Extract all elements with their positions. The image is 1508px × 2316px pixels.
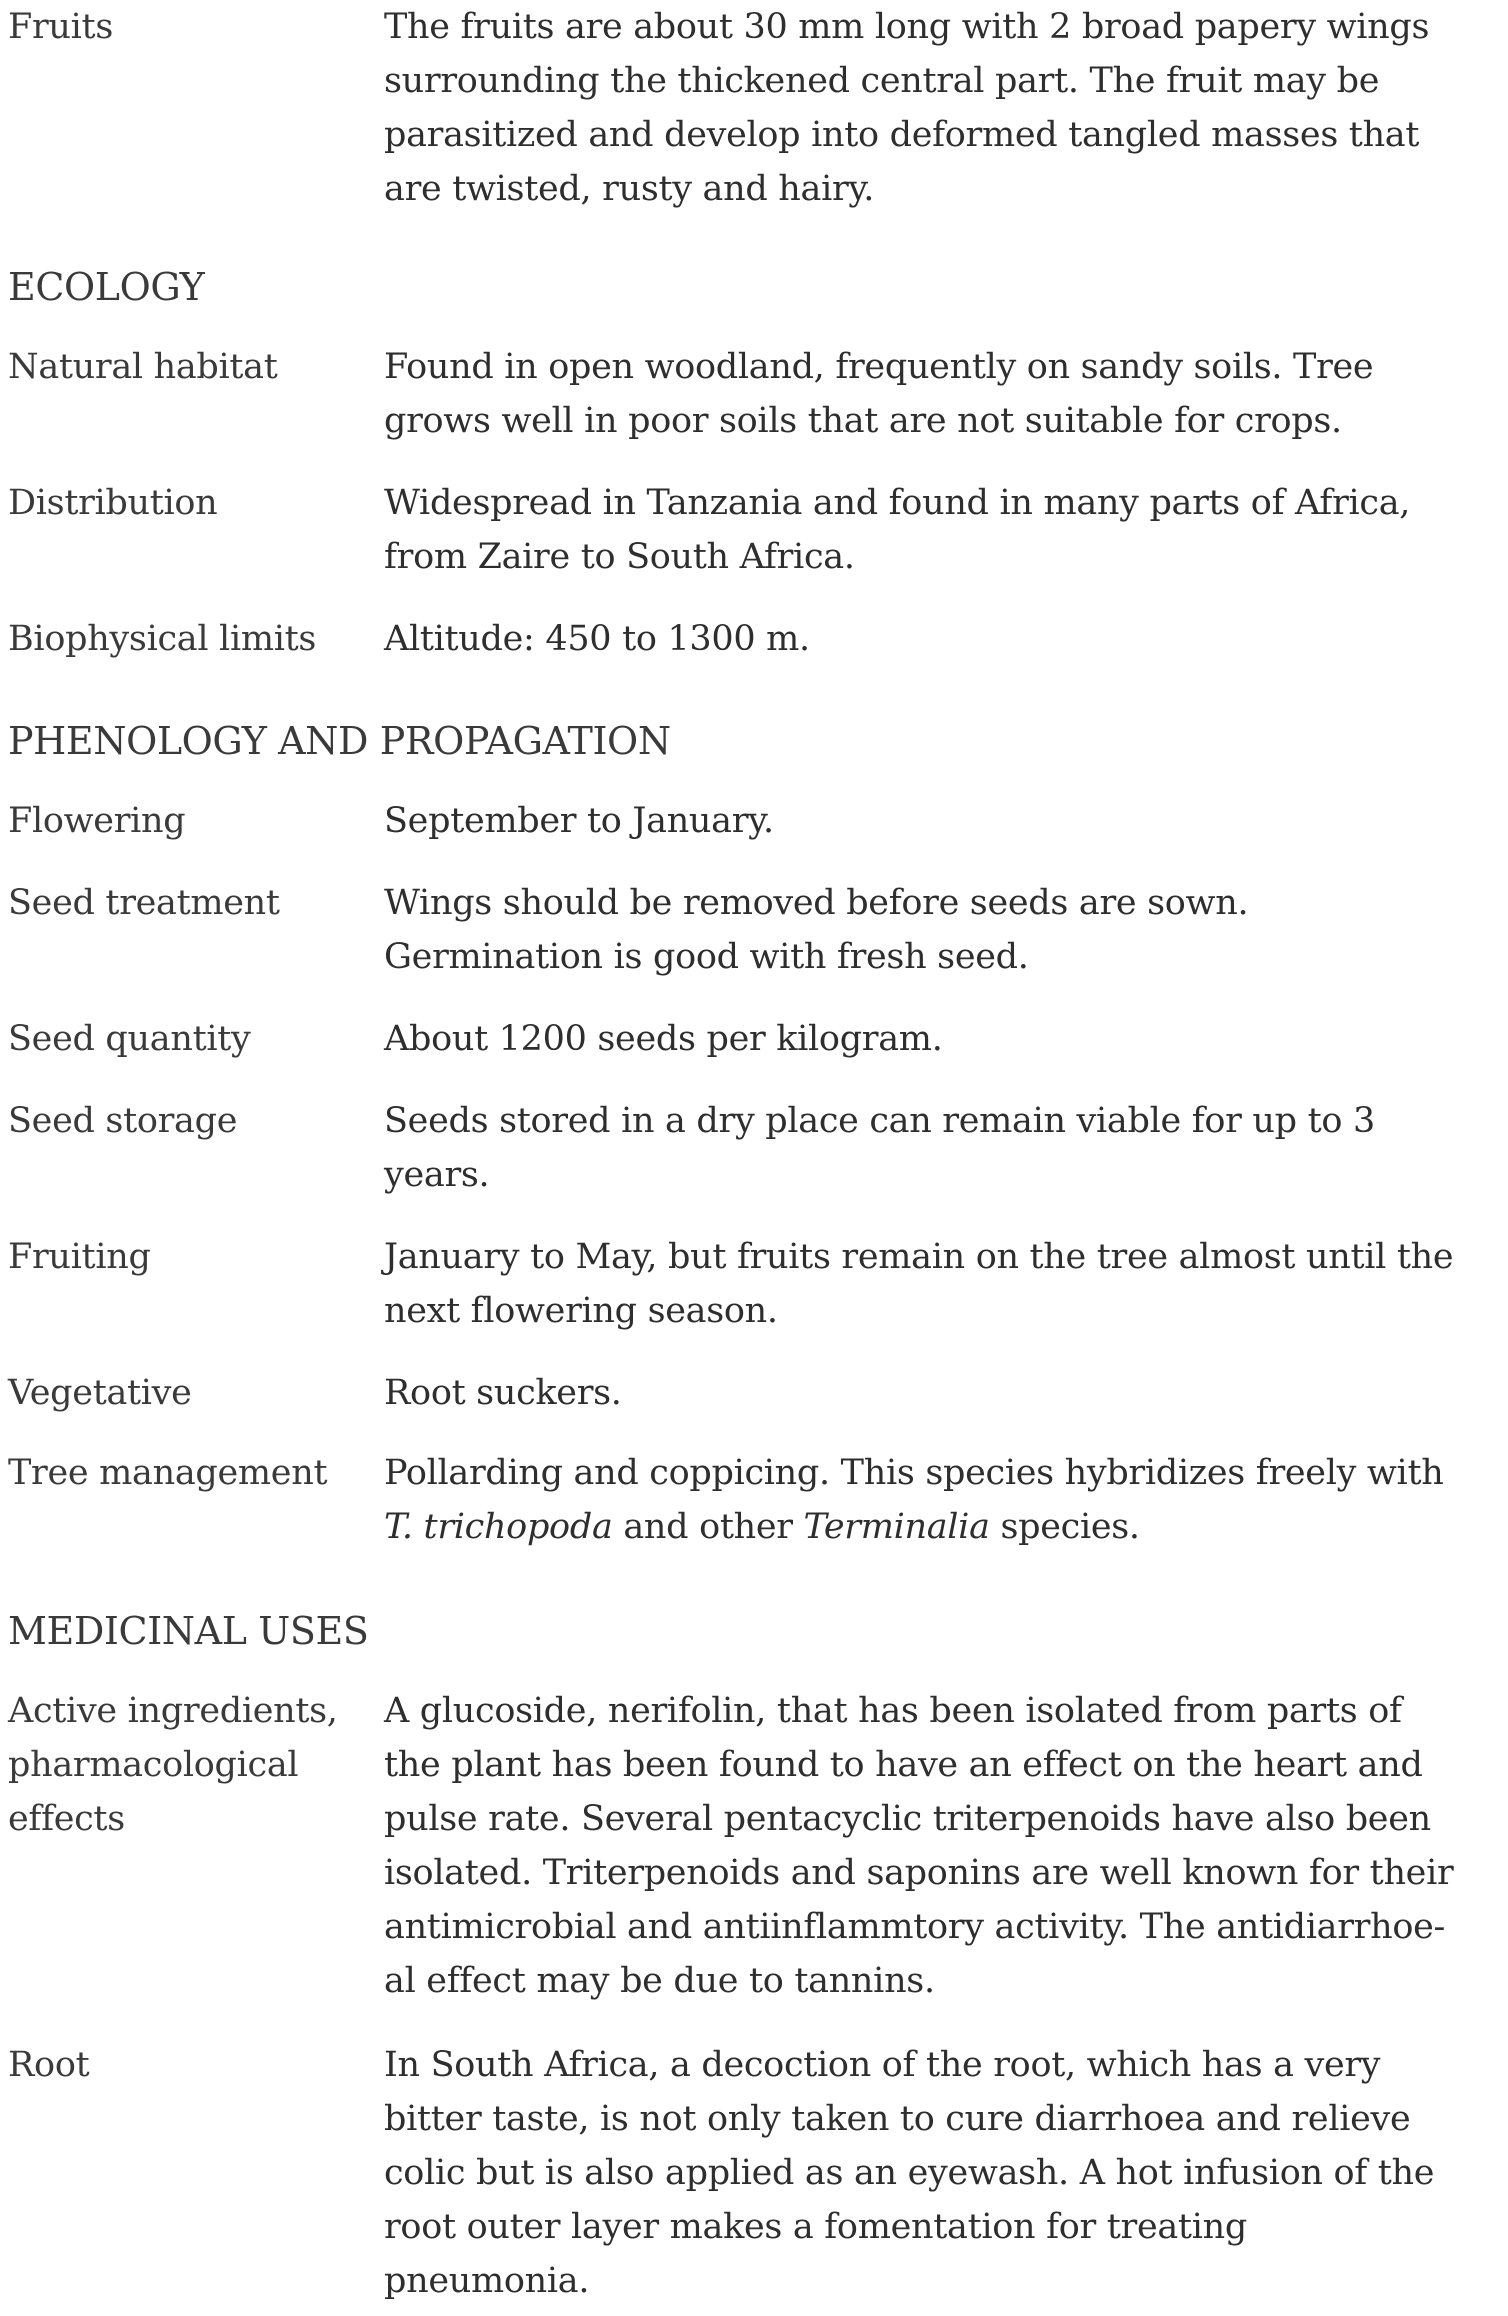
- entry-vegetative: [8, 1366, 1500, 1420]
- entry-label: Natural habitat: [8, 347, 278, 387]
- entry-text: In South Africa, a decoction of the root, which has a very bitter taste, is not only taken to cure diarrhoea and relieve colic but is also applied as an eyewash. A hot infusion of the root outer layer makes a fomentation for treating pneumonia.: [384, 2045, 1435, 2301]
- entry-label: Seed treatment: [8, 883, 280, 923]
- entry-fruits: [8, 0, 1500, 216]
- entry-text: The fruits are about 30 mm long with 2 broad papery wings surrounding the thickened central part. The fruit may be parasitized and develop into deformed tangled masses that are twisted, rusty and hairy.: [384, 7, 1430, 209]
- entry-text: About 1200 seeds per kilogram.: [384, 1019, 943, 1059]
- entry-text-part: species.: [989, 1507, 1140, 1547]
- genus-name-italic: Terminalia: [803, 1507, 990, 1547]
- entry-seed-storage: [8, 1094, 1500, 1202]
- entry-biophysical-limits: [8, 612, 1500, 666]
- entry-label: Active ingredients, pharmacological effects: [8, 1691, 338, 1839]
- document-page: [8, 0, 1500, 2301]
- entry-text: Altitude: 450 to 1300 m.: [384, 619, 810, 659]
- entry-label: Seed quantity: [8, 1019, 251, 1059]
- entry-flowering: [8, 794, 1500, 848]
- section-heading-ecology: ECOLOGY: [8, 265, 205, 309]
- entry-label: Root: [8, 2045, 90, 2085]
- entry-text: Widespread in Tanzania and found in many parts of Africa, from Zaire to South Africa.: [384, 483, 1411, 577]
- entry-fruiting: [8, 1230, 1500, 1338]
- entry-text: September to January.: [384, 801, 774, 841]
- entry-natural-habitat: [8, 340, 1500, 448]
- entry-text: [384, 1446, 1500, 1554]
- entry-text-part: and other: [612, 1507, 804, 1547]
- entry-label: Fruiting: [8, 1237, 151, 1277]
- entry-label: Biophysical limits: [8, 619, 317, 659]
- entry-label: Vegetative: [8, 1373, 192, 1413]
- entry-text: Wings should be removed before seeds are sown. Germination is good with fresh seed.: [384, 883, 1249, 977]
- entry-text: A glucoside, nerifolin, that has been isolated from parts of the plant has been found to have an effect on the heart and pulse rate. Several pentacyclic triterpenoids have also been isolated. Triterpenoids and saponins are well known for their antimicrobial and antiinflammtory activity. The antidiarrhoe- al effect may be due to tannins.: [384, 1691, 1454, 2001]
- entry-label: Seed storage: [8, 1101, 238, 1141]
- entry-label: Fruits: [8, 7, 113, 47]
- entry-tree-management: [8, 1446, 1500, 1554]
- entry-active-ingredients: [8, 1684, 1500, 2008]
- entry-label: Flowering: [8, 801, 186, 841]
- entry-root: [8, 2038, 1500, 2308]
- entry-text: Seeds stored in a dry place can remain viable for up to 3 years.: [384, 1101, 1375, 1195]
- species-name-italic: T. trichopoda: [384, 1507, 613, 1547]
- entry-text: Root suckers.: [384, 1373, 622, 1413]
- entry-text: Found in open woodland, frequently on sandy soils. Tree grows well in poor soils that are not suitable for crops.: [384, 347, 1374, 441]
- entry-distribution: [8, 476, 1500, 584]
- entry-label: Distribution: [8, 483, 218, 523]
- entry-seed-quantity: [8, 1012, 1500, 1066]
- section-heading-phenology: PHENOLOGY AND PROPAGATION: [8, 719, 671, 763]
- entry-label: Tree management: [8, 1453, 328, 1493]
- entry-text-part: Pollarding and coppicing. This species hybridizes freely with: [384, 1453, 1444, 1493]
- entry-text: January to May, but fruits remain on the tree almost until the next flowering season.: [384, 1237, 1454, 1331]
- entry-seed-treatment: [8, 876, 1500, 984]
- section-heading-medicinal: MEDICINAL USES: [8, 1609, 369, 1653]
